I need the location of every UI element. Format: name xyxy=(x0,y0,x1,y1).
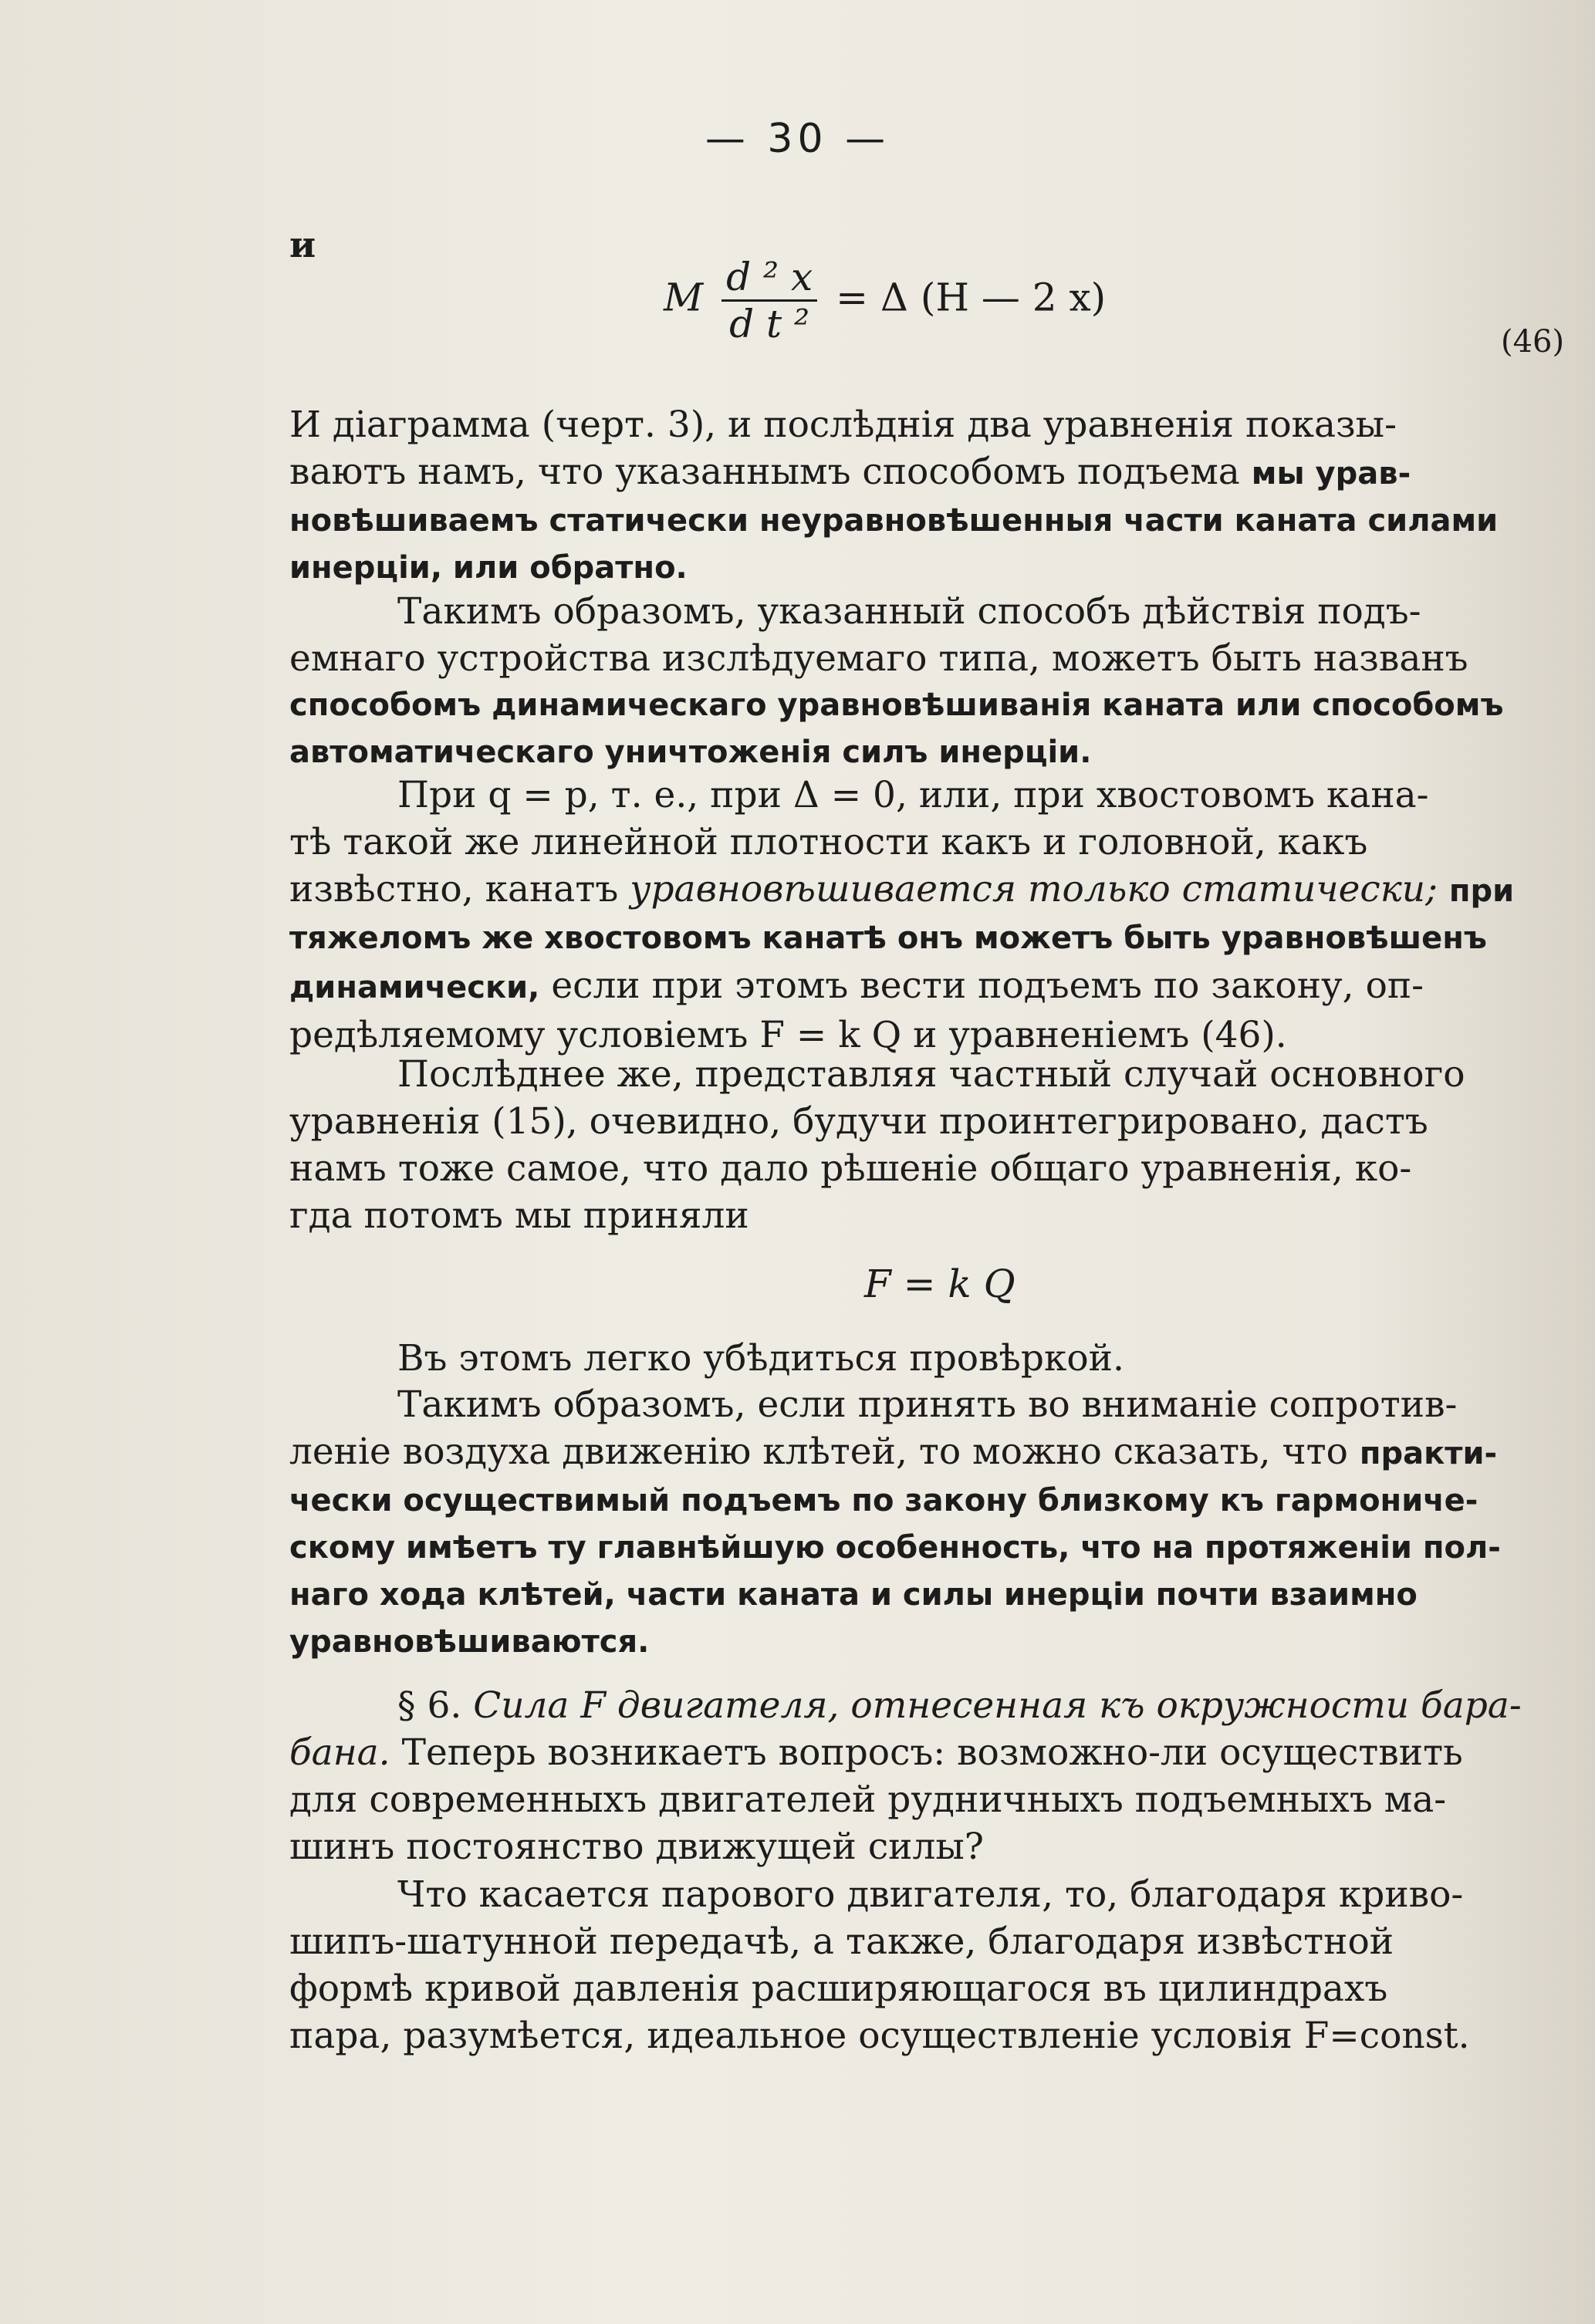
text-line: леніе воздуха движенію клѣтей, то можно сказать, что практи- xyxy=(289,1431,1498,1473)
paragraph-1 xyxy=(289,401,1563,592)
text-line: новѣшиваемъ статически неуравновѣшенныя части каната силами xyxy=(289,503,1499,539)
paragraph-7 xyxy=(289,1871,1563,2059)
text-line: тяжеломъ же хвостовомъ канатѣ онъ можетъ быть уравновѣшенъ xyxy=(289,920,1487,956)
eq46-right: = Δ (H — 2 x) xyxy=(836,275,1107,320)
text-line: уравновѣшиваются. xyxy=(289,1624,650,1660)
eq46-left: M xyxy=(664,275,704,320)
text-line: извѣстно, канатъ уравновѣшивается только статически; при xyxy=(289,868,1515,910)
text-line: намъ тоже самое, что дало рѣшеніе общаго уравненія, ко- xyxy=(289,1147,1412,1190)
text-line: При q = p, т. е., при Δ = 0, или, при хвостовомъ кана- xyxy=(397,774,1429,816)
paragraph-3 xyxy=(289,772,1563,1059)
text-line: гда потомъ мы приняли xyxy=(289,1194,749,1237)
eq46-fraction xyxy=(721,255,817,346)
text-line: способомъ динамическаго уравновѣшиванія каната или способомъ xyxy=(289,687,1504,723)
paragraph-5 xyxy=(289,1335,1563,1382)
text-line: для современныхъ двигателей рудничныхъ подъемныхъ ма- xyxy=(289,1778,1447,1821)
text-line: Такимъ образомъ, указанный способъ дѣйствія подъ- xyxy=(397,590,1421,633)
text-line: Послѣднее же, представляя частный случай основного xyxy=(397,1053,1465,1096)
text-line: динамически, если при этомъ вести подъемъ по закону, оп- xyxy=(289,964,1424,1007)
equation-fkq: F = k Q xyxy=(864,1262,1015,1306)
text-line: инерціи, или обратно. xyxy=(289,550,688,586)
text-line: шипъ-шатунной передачѣ, а также, благодаря извѣстной xyxy=(289,1920,1394,1963)
text-line: наго хода клѣтей, части каната и силы инерціи почти взаимно xyxy=(289,1577,1418,1613)
text-line: пара, разумѣется, идеальное осуществленіе условія F=const. xyxy=(289,2015,1470,2057)
eq46-numerator: d ² x xyxy=(721,255,817,302)
section-6 xyxy=(289,1682,1563,1870)
text-line: уравненія (15), очевидно, будучи проинтегрировано, дастъ xyxy=(289,1100,1428,1143)
text-line: формѣ кривой давленія расширяющагося въ цилиндрахъ xyxy=(289,1968,1388,2010)
text-line: И діаграмма (черт. 3), и послѣднія два уравненія показы- xyxy=(289,404,1397,446)
page-number: — 30 — xyxy=(705,116,890,162)
eq46-denominator: d t ² xyxy=(729,302,810,346)
text-line: бана. Теперь возникаетъ вопросъ: возможно-ли осуществить xyxy=(289,1731,1463,1774)
text-line: емнаго устройства изслѣдуемаго типа, можетъ быть названъ xyxy=(289,637,1468,680)
paragraph-6 xyxy=(289,1381,1563,1666)
text-line: скому имѣетъ ту главнѣйшую особенность, что на протяженіи пол- xyxy=(289,1530,1501,1566)
text-line: тѣ такой же линейной плотности какъ и головной, какъ xyxy=(289,821,1368,863)
paragraph-2 xyxy=(289,588,1563,776)
section-heading: § 6. Сила F двигателя, отнесенная къ окружности бара- xyxy=(397,1684,1522,1727)
equation-46 xyxy=(664,255,1106,346)
text-line: Что касается парового двигателя, то, благодаря криво- xyxy=(397,1873,1464,1916)
paragraph-4 xyxy=(289,1051,1563,1239)
text-line: автоматическаго уничтоженія силъ инерціи. xyxy=(289,735,1092,770)
text-line: Въ этомъ легко убѣдиться провѣркой. xyxy=(397,1337,1124,1380)
text-line: Такимъ образомъ, если принять во вниманіе сопротив- xyxy=(397,1383,1458,1426)
text-line: ваютъ намъ, что указаннымъ способомъ подъема мы урав- xyxy=(289,451,1411,493)
lead-word: и xyxy=(289,224,316,265)
equation-number-46: (46) xyxy=(1501,324,1565,360)
text-line: редѣляемому условіемъ F = k Q и уравненіемъ (46). xyxy=(289,1014,1287,1056)
text-line: шинъ постоянство движущей силы? xyxy=(289,1826,984,1868)
text-line: чески осуществимый подъемъ по закону близкому къ гармониче- xyxy=(289,1483,1478,1518)
